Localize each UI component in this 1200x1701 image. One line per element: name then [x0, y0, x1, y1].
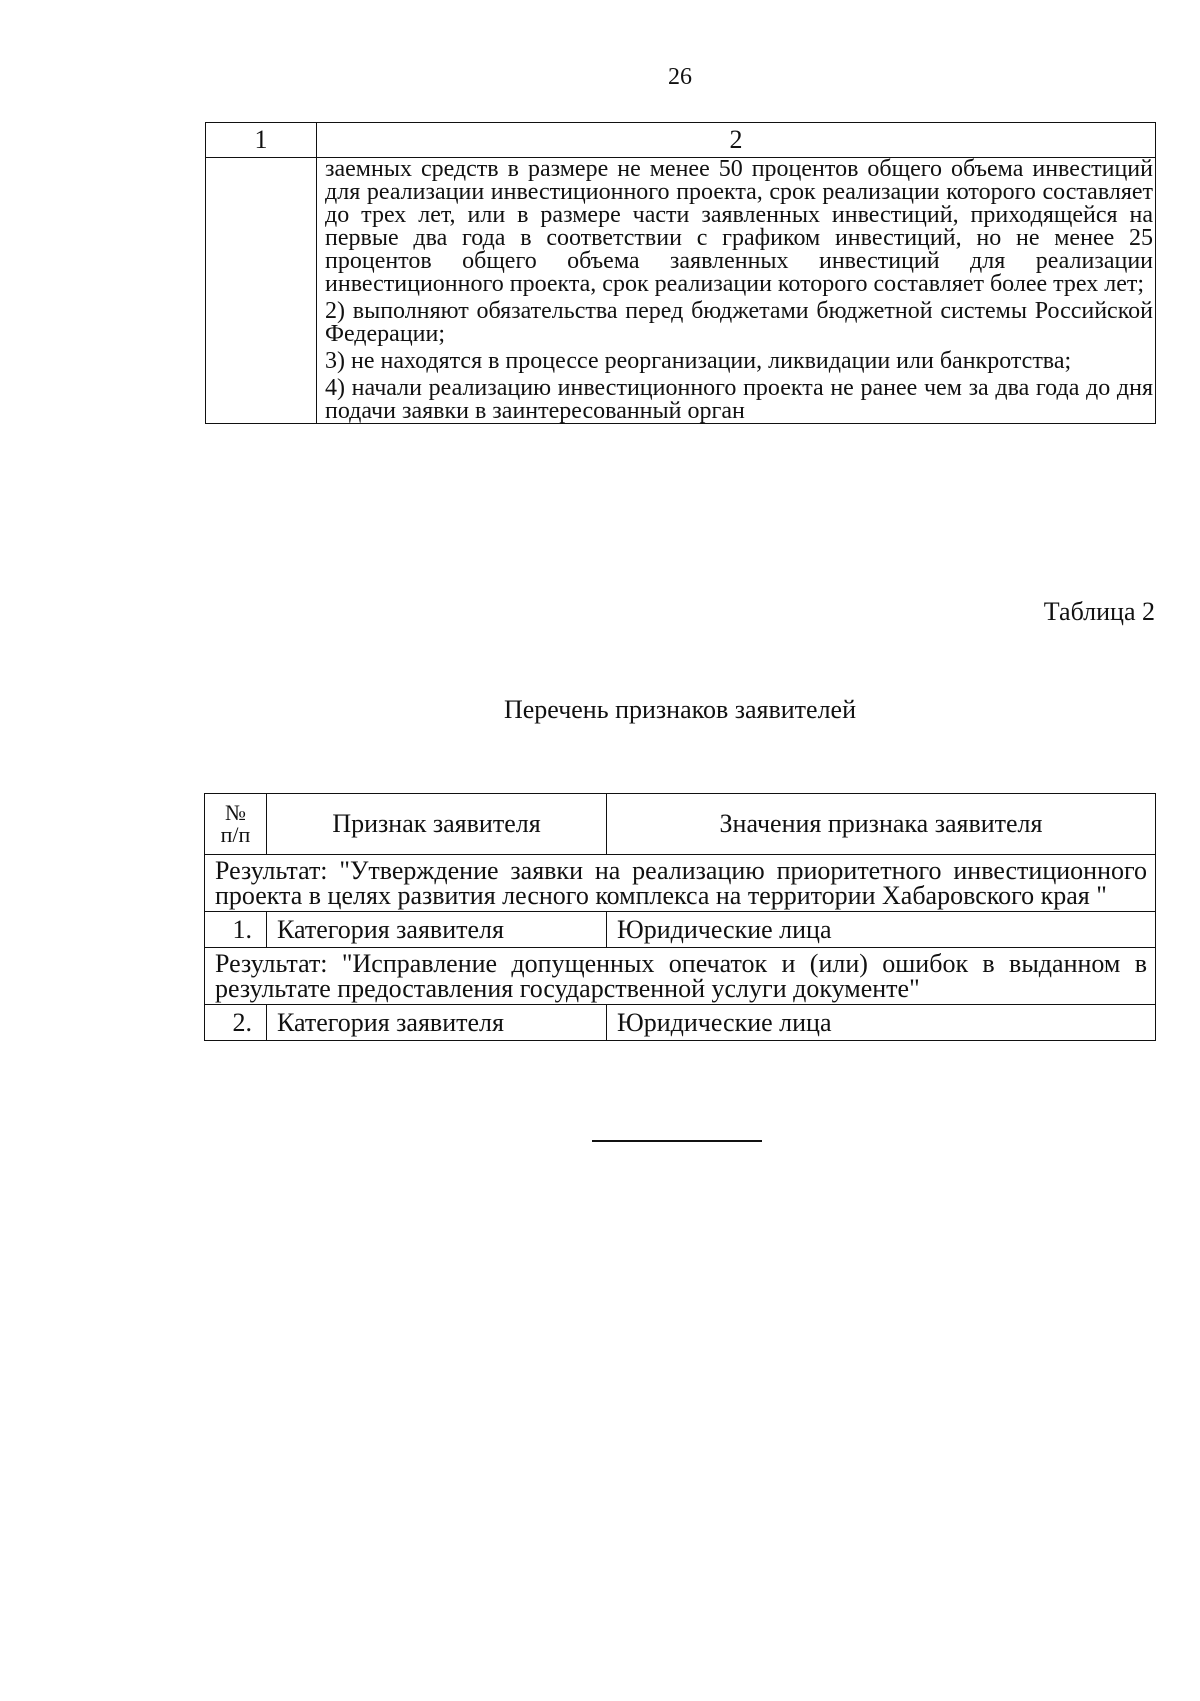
- result-row: [205, 855, 1156, 912]
- number-header-abbrev: п/п: [220, 822, 251, 847]
- table-row: [205, 912, 1156, 948]
- conditions-cell: [317, 158, 1156, 424]
- number-column-header: [205, 794, 267, 855]
- condition-paragraph: 2) выполняют обязательства перед бюджетами бюджетной системы Российской Федерации;: [325, 298, 1153, 347]
- row-number: 2.: [205, 1005, 267, 1041]
- result-row: [205, 948, 1156, 1005]
- condition-paragraph: 3) не находятся в процессе реорганизации, ликвидации или банкротства;: [325, 348, 1072, 374]
- table-caption: Таблица 2: [1043, 597, 1155, 626]
- value-cell: Юридические лица: [607, 1005, 1156, 1041]
- sign-cell: Категория заявителя: [267, 912, 607, 948]
- column-2-header: 2: [317, 123, 1156, 158]
- result-cell: Результат: "Исправление допущенных опечаток и (или) ошибок в выданном в результате предоставления государственной услуги документе": [205, 948, 1156, 1005]
- applicant-signs-table: [204, 793, 1156, 1041]
- sign-cell: Категория заявителя: [267, 1005, 607, 1041]
- empty-number-cell: [206, 158, 317, 424]
- table-row: [205, 1005, 1156, 1041]
- number-header-symbol: №: [225, 800, 246, 825]
- continuation-table: [205, 122, 1156, 424]
- row-number: 1.: [205, 912, 267, 948]
- column-1-header: 1: [206, 123, 317, 158]
- page-number: 26: [668, 64, 692, 90]
- continuation-table-header-row: [206, 123, 1156, 158]
- condition-paragraph: заемных средств в размере не менее 50 процентов общего объема инвестиций для реализации инвестиционного проекта, срок реализации которого составляет до трех лет, или в размере части заявленных инвестиций, приходящейся на первые два года в соответствии с графиком инвестиций, но не менее 25 процентов общего объема заявленных инвестиций для реализации инвестиционного проекта, срок реализации которого составляет более трех лет;: [325, 156, 1153, 297]
- condition-paragraph: 4) начали реализацию инвестиционного проекта не ранее чем за два года до дня подачи заявки в заинтересованный орган: [325, 375, 1153, 424]
- values-column-header: Значения признака заявителя: [607, 794, 1156, 855]
- result-cell: Результат: "Утверждение заявки на реализацию приоритетного инвестиционного проекта в целях развития лесного комплекса на территории Хабаровского края ": [205, 855, 1156, 912]
- sign-column-header: Признак заявителя: [267, 794, 607, 855]
- continuation-table-body-row: [206, 158, 1156, 424]
- applicant-signs-header-row: [205, 794, 1156, 855]
- end-of-document-rule: [592, 1140, 762, 1142]
- value-cell: Юридические лица: [607, 912, 1156, 948]
- list-title: Перечень признаков заявителей: [503, 695, 857, 724]
